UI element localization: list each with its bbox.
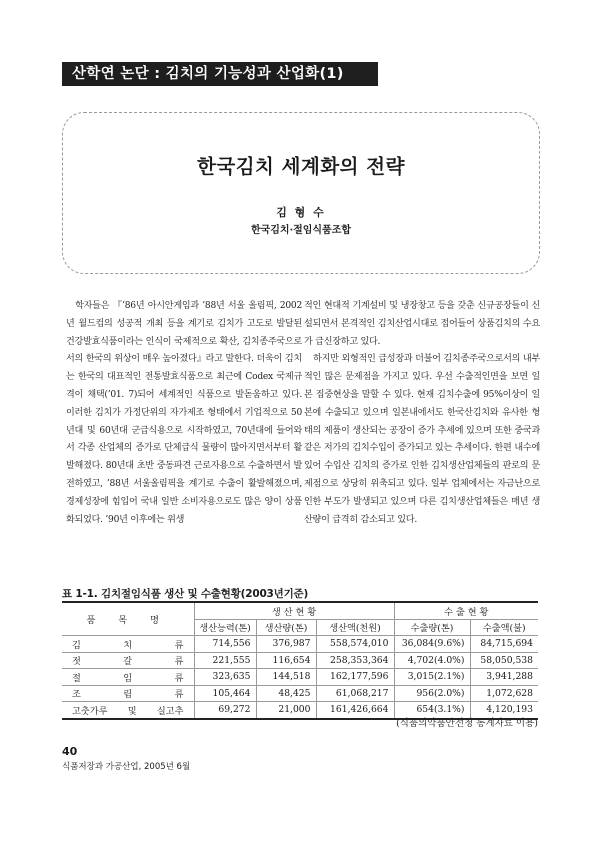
header-export-group: 수 출 현 황 bbox=[394, 602, 538, 619]
page-number: 40 bbox=[62, 745, 78, 758]
cell-capacity: 69,272 bbox=[194, 702, 256, 719]
table-row bbox=[62, 652, 538, 669]
section-banner bbox=[62, 62, 378, 86]
cell-export-volume: 3,015(2.1%) bbox=[394, 669, 470, 686]
header-item: 품 목 명 bbox=[62, 602, 194, 636]
section-banner-text: 산학연 논단 : 김치의 기능성과 산업화(1) bbox=[72, 66, 344, 82]
cell-item: 조 림 류 bbox=[62, 685, 194, 702]
cell-export-volume: 654(3.1%) bbox=[394, 702, 470, 719]
cell-export-volume: 956(2.0%) bbox=[394, 685, 470, 702]
cell-capacity: 221,555 bbox=[194, 652, 256, 669]
cell-output: 48,425 bbox=[256, 685, 316, 702]
header-production-value: 생산액(천원) bbox=[316, 619, 394, 636]
table-caption: 표 1-1. 김치절임식품 생산 및 수출현황(2003년기준) bbox=[62, 588, 309, 600]
body-paragraph-continued: 적인 현대적 기계설비 및 냉장창고 등을 갖춘 신규공장들이 신설되면서 본격적인 김치산업시대로 접어들어 상품김치의 수요가 급신장하고 있다. bbox=[304, 301, 540, 347]
article-title: 한국김치 세계화의 전략 bbox=[197, 155, 405, 178]
cell-output: 21,000 bbox=[256, 702, 316, 719]
cell-capacity: 105,464 bbox=[194, 685, 256, 702]
table-source-note: (식품의약품안전청 통계자료 이용) bbox=[396, 718, 538, 729]
author-name: 김 형 수 bbox=[276, 206, 326, 219]
header-export-value: 수출액(불) bbox=[470, 619, 538, 636]
cell-output: 144,518 bbox=[256, 669, 316, 686]
cell-export-volume: 36,084(9.6%) bbox=[394, 636, 470, 653]
body-paragraph: 하지만 외형적인 급성장과 더불어 김치종주국으로서의 내부적인 많은 문제점을 가지고 있다. 우선 수출적인면을 보면 일본 집중현상을 말할 수 있다. 현재 김치수출에 95%이상이 일본에 수출되고 있으며 일본내에서도 한국산김치와 유사한 형태의 제품이 생산되는 공장이 증가 추세에 있으며 또한 중국과 같은 저가의 김치수입이 증가되고 있는 추세이다. 한편 내수에 있어 수입산 김치의 증가로 인한 김치생산업체들의 판로의 문제점으로 상당히 위축되고 있다. 일부 업체에서는 자금난으로 인한 부도가 발생되고 있으며 다른 김치생산업체들은 매년 생산량이 급격히 감소되고 있다. bbox=[304, 354, 540, 525]
title-box bbox=[62, 112, 540, 274]
body-column-left bbox=[66, 298, 302, 529]
table-row bbox=[62, 669, 538, 686]
cell-production-value: 258,353,364 bbox=[316, 652, 394, 669]
body-column-right bbox=[304, 298, 540, 529]
cell-production-value: 61,068,217 bbox=[316, 685, 394, 702]
cell-item: 절 임 류 bbox=[62, 669, 194, 686]
cell-production-value: 558,574,010 bbox=[316, 636, 394, 653]
header-export-volume: 수출량(톤) bbox=[394, 619, 470, 636]
table-row bbox=[62, 636, 538, 653]
production-export-table bbox=[62, 601, 538, 720]
cell-item: 젓 갈 류 bbox=[62, 652, 194, 669]
cell-export-value: 58,050,538 bbox=[470, 652, 538, 669]
cell-export-value: 3,941,288 bbox=[470, 669, 538, 686]
cell-item: 고춧가루 및 실고추 bbox=[62, 702, 194, 719]
table-header-row bbox=[62, 602, 538, 619]
cell-export-value: 4,120,193 bbox=[470, 702, 538, 719]
cell-export-value: 1,072,628 bbox=[470, 685, 538, 702]
cell-production-value: 162,177,596 bbox=[316, 669, 394, 686]
cell-capacity: 714,556 bbox=[194, 636, 256, 653]
cell-capacity: 323,635 bbox=[194, 669, 256, 686]
cell-output: 116,654 bbox=[256, 652, 316, 669]
cell-export-value: 84,715,694 bbox=[470, 636, 538, 653]
cell-output: 376,987 bbox=[256, 636, 316, 653]
table-row bbox=[62, 685, 538, 702]
journal-footer: 식품저장과 가공산업, 2005년 6월 bbox=[62, 762, 191, 772]
header-output: 생산량(톤) bbox=[256, 619, 316, 636]
header-production-group: 생 산 현 황 bbox=[194, 602, 394, 619]
body-paragraph: 학자들은 『’86년 아시안게임과 ’88년 서울 올림픽, 2002년 월드컵의 성공적 개최 등을 계기로 김치가 고도로 발달된 건강발효식품이라는 인식이 국제적으로 확산, 김치종주국으로서의 한국의 위상이 매우 높아졌다』라고 말한다. 더욱이 김치는 한국의 대표적인 전통발효식품으로 최근에 Codex 국제규격이 채택(’01. 7)되어 세계적인 식품으로 발돋움하고 있다. 이러한 김치가 가정단위의 자가제조 형태에서 기업적으로 50년대 및 60년대 군급식용으로 시작하였고, 70년대에 들어와서 각종 산업체의 증가로 단체급식 물량이 많아지면서부터 활발해졌다. 80년대 초반 중동파견 근로자용으로 수출하면서 발전하였고, ’88년 서울올림픽을 계기로 수출이 활발해졌으며, 경제성장에 힘입어 국내 일반 소비자용으로도 많은 양이 상품화되었다. ’90년 이후에는 위생 bbox=[66, 301, 302, 525]
cell-export-volume: 4,702(4.0%) bbox=[394, 652, 470, 669]
cell-production-value: 161,426,664 bbox=[316, 702, 394, 719]
author-affiliation: 한국김치·절임식품조합 bbox=[250, 225, 352, 236]
header-capacity: 생산능력(톤) bbox=[194, 619, 256, 636]
cell-item: 김 치 류 bbox=[62, 636, 194, 653]
